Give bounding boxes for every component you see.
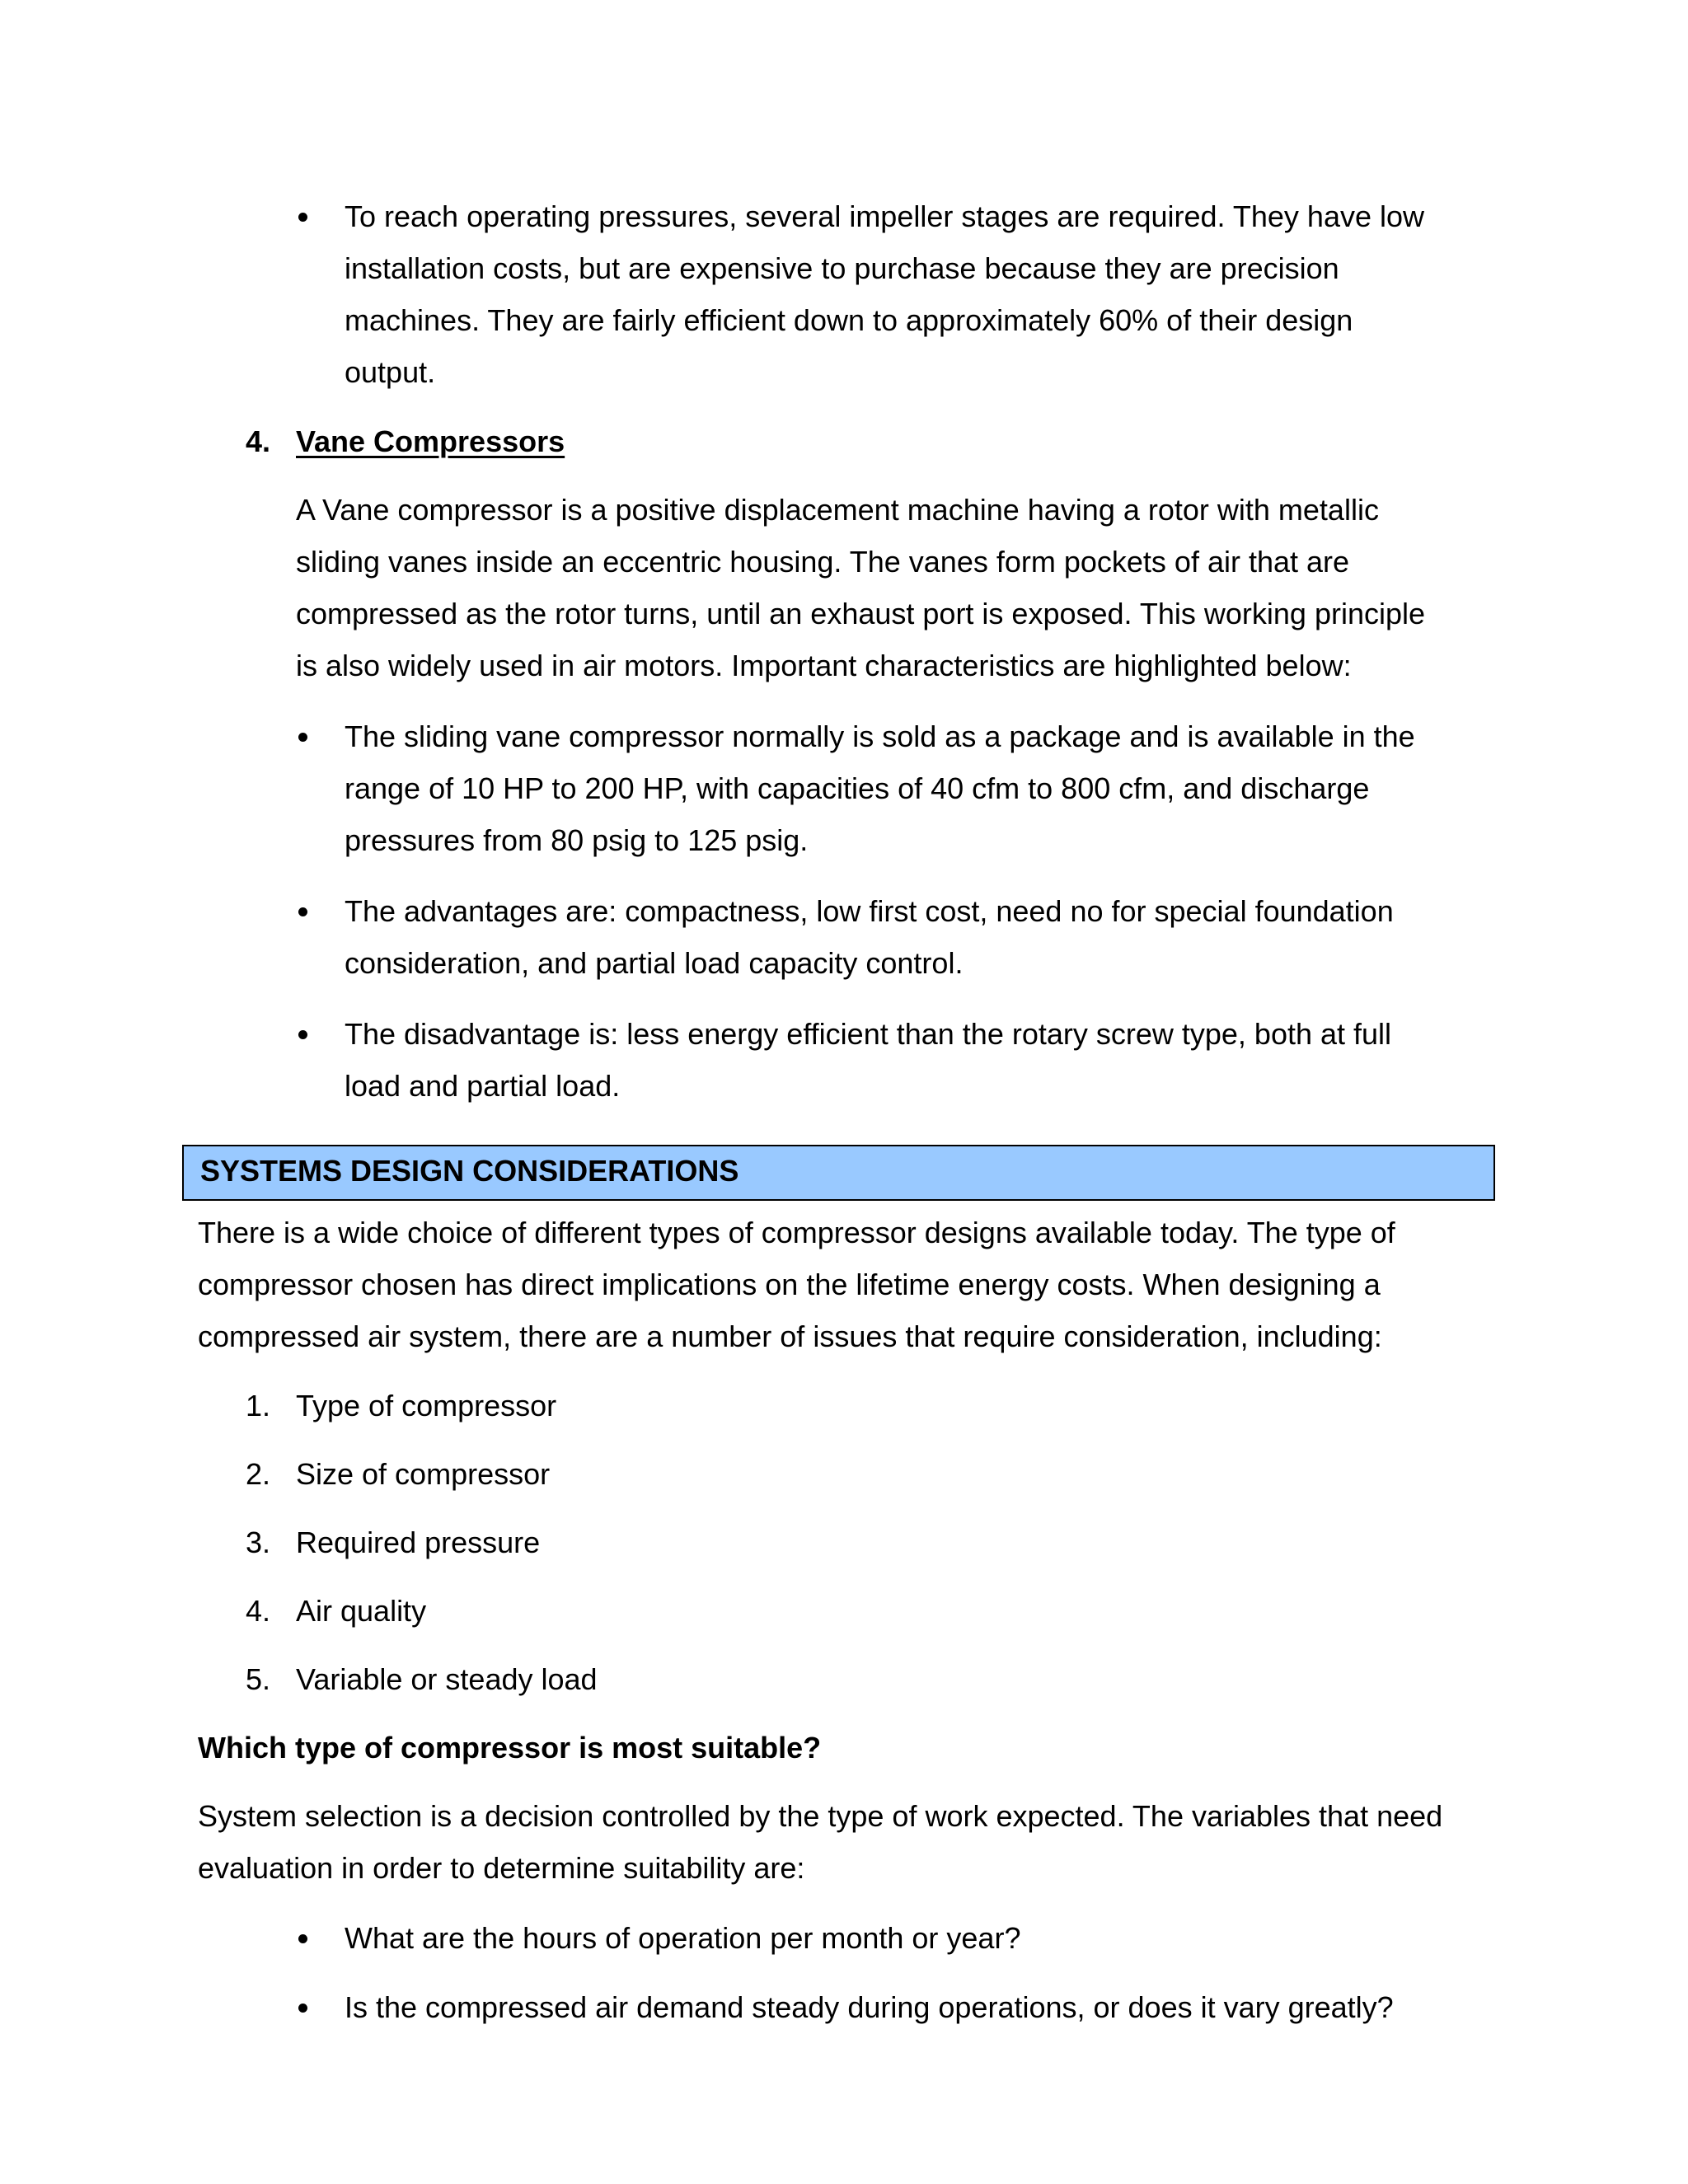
paragraph-line: There is a wide choice of different types of compressor designs available today. The type of — [198, 1216, 1395, 1249]
list-number: 4. — [246, 1594, 271, 1628]
list-item: Required pressure — [296, 1526, 541, 1559]
section-number: 4. — [246, 424, 271, 458]
paragraph-line: machines. They are fairly efficient down to approximately 60% of their design — [345, 303, 1353, 337]
list-item: Air quality — [296, 1594, 427, 1628]
bullet-icon — [298, 733, 307, 742]
paragraph-line: compressor chosen has direct implications on the lifetime energy costs. When designing a — [198, 1268, 1381, 1301]
paragraph-line: evaluation in order to determine suitability are: — [198, 1851, 805, 1885]
paragraph-line: output. — [345, 355, 436, 389]
list-item: Is the compressed air demand steady during operations, or does it vary greatly? — [345, 1990, 1394, 2024]
list-number: 1. — [246, 1389, 271, 1422]
list-item: Variable or steady load — [296, 1662, 598, 1696]
paragraph-line: To reach operating pressures, several impeller stages are required. They have low — [345, 199, 1425, 233]
list-item-line: consideration, and partial load capacity control. — [345, 946, 964, 980]
bullet-icon — [298, 1030, 307, 1039]
list-item: Type of compressor — [296, 1389, 557, 1422]
bullet-icon — [298, 213, 307, 222]
section-heading: Vane Compressors — [296, 424, 565, 458]
list-item-line: load and partial load. — [345, 1069, 621, 1103]
list-item-line: The disadvantage is: less energy efficient than the rotary screw type, both at full — [345, 1017, 1392, 1051]
paragraph-line: is also widely used in air motors. Important characteristics are highlighted below: — [296, 649, 1352, 682]
bullet-icon — [298, 907, 307, 916]
list-number: 3. — [246, 1526, 271, 1559]
section-banner — [182, 1145, 1495, 1201]
list-item: What are the hours of operation per month or year? — [345, 1921, 1021, 1955]
list-number: 5. — [246, 1662, 271, 1696]
list-item: Size of compressor — [296, 1457, 551, 1491]
list-item-line: The advantages are: compactness, low first cost, need no for special foundation — [345, 894, 1394, 928]
list-item-line: pressures from 80 psig to 125 psig. — [345, 823, 809, 857]
paragraph-line: System selection is a decision controlled by the type of work expected. The variables that need — [198, 1799, 1443, 1833]
bullet-icon — [298, 1934, 307, 1943]
paragraph-line: compressed air system, there are a number of issues that require consideration, including: — [198, 1319, 1382, 1353]
paragraph-line: A Vane compressor is a positive displacement machine having a rotor with metallic — [296, 493, 1379, 527]
list-item-line: range of 10 HP to 200 HP, with capacities of 40 cfm to 800 cfm, and discharge — [345, 771, 1370, 805]
paragraph-line: sliding vanes inside an eccentric housing. The vanes form pockets of air that are — [296, 545, 1350, 579]
paragraph-line: compressed as the rotor turns, until an exhaust port is exposed. This working principle — [296, 597, 1426, 630]
bullet-icon — [298, 2004, 307, 2013]
list-item-line: The sliding vane compressor normally is sold as a package and is available in the — [345, 719, 1415, 753]
list-number: 2. — [246, 1457, 271, 1491]
subheading: Which type of compressor is most suitable? — [198, 1731, 822, 1765]
section-banner-title: SYSTEMS DESIGN CONSIDERATIONS — [200, 1154, 739, 1188]
paragraph-line: installation costs, but are expensive to purchase because they are precision — [345, 251, 1339, 285]
